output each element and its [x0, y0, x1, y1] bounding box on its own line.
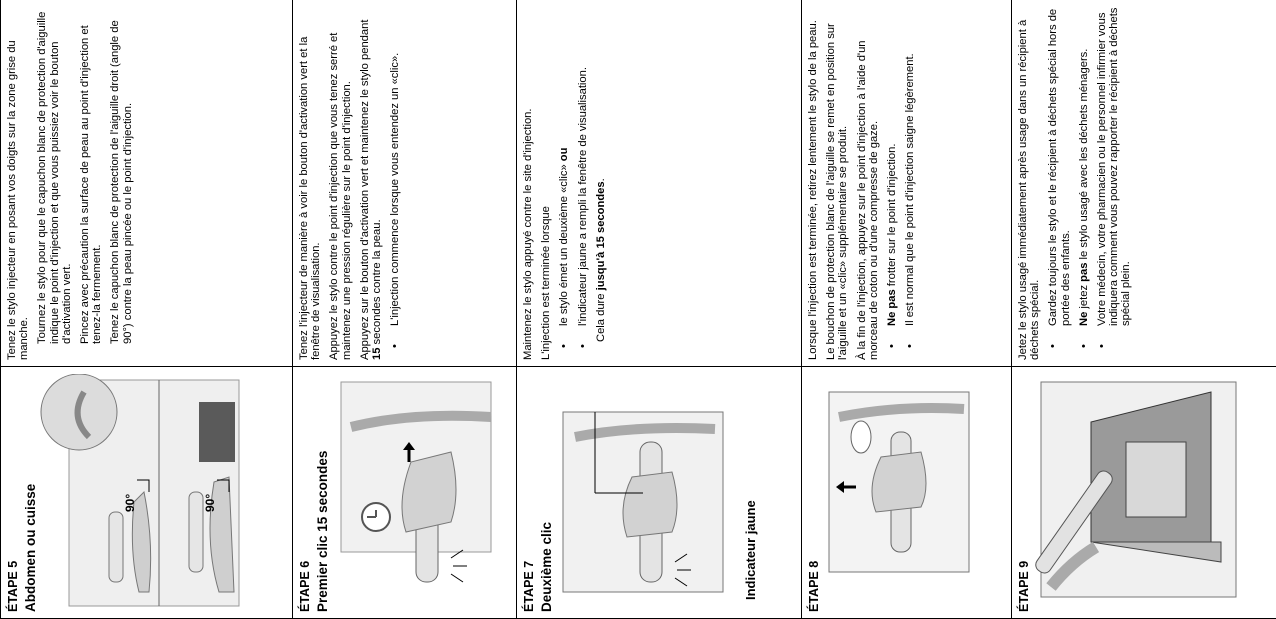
step-7-text-cell [517, 0, 802, 367]
step-5-para-3: Pincez avec précaution la surface de peau au point d'injection et tenez-la fermement. [79, 25, 104, 344]
step-8-text-cell [802, 0, 1012, 367]
step-8-bullet-2: Il est normal que le point d'injection saigne légèrement. [904, 53, 917, 326]
bullet-icon: • [558, 344, 571, 348]
step-5-figure-cell [1, 367, 293, 619]
step-6-para-3 [359, 6, 383, 360]
list-item [577, 6, 589, 360]
step-9-illustration [1031, 373, 1251, 612]
step-7-figure-cell [517, 367, 802, 619]
step-5-para-2: Tournez le stylo pour que le capuchon blanc de protection d'aiguille indique le point d'injection et que vous puissiez voir le bouton d'activation vert. [36, 11, 73, 344]
step-7-label: ÉTAPE 7 [522, 560, 536, 612]
step-5-para-4: Tenez le capuchon blanc de protection de l'aiguille droit (angle de 90°) contre la peau pincée ou le point d'injection. [109, 20, 134, 344]
step-8-figure-cell [802, 367, 1012, 619]
step-7-para-3-bold: jusqu'à 15 secondes [594, 181, 607, 291]
step-9-bullet-2-mid: jetez [1077, 281, 1090, 312]
step-9-bullet-2: le stylo usagé avec les déchets ménagers. [1077, 48, 1090, 263]
step-8-illustration [821, 373, 991, 612]
step-6-title: Premier clic 15 secondes [315, 450, 330, 612]
step-6-para-3-a: Appuyez sur le bouton d'activation vert et maintenez le stylo pendant [358, 19, 371, 360]
step-9-bullet-2-bold2: pas [1077, 262, 1090, 282]
list-item [886, 6, 898, 360]
step-8-bullet-1-bold: Ne pas [886, 289, 899, 326]
step-8-para-3: À la fin de l'injection, appuyez sur le point d'injection à l'aide d'un morceau de coton ou d'une compresse de gaze. [855, 40, 880, 360]
step-6-figure-cell [293, 367, 517, 619]
step-7-bullet-1: le stylo émet un deuxième «clic» [558, 161, 571, 326]
indicator-caption: Indicateur jaune [743, 500, 758, 600]
list-item [558, 6, 570, 360]
step-row-9 [1012, 0, 1276, 619]
step-8-label: ÉTAPE 8 [807, 560, 821, 612]
step-6-text-cell [293, 0, 517, 367]
step-6-para-2: Appuyez le stylo contre le point d'injection que vous tenez serré et maintenez une pression régulière sur le point d'injection. [328, 32, 353, 360]
step-5-illustration [39, 373, 244, 612]
step-7-title: Deuxième clic [539, 521, 554, 612]
step-row-6 [293, 0, 517, 619]
step-7-bullets [558, 6, 588, 360]
list-item [1096, 6, 1133, 360]
step-6-bullet-1: L'injection commence lorsque vous entendez un «clic». [389, 52, 402, 326]
step-7-bullet-2: l'indicateur jaune a rempli la fenêtre de visualisation. [576, 67, 589, 326]
step-7-para-1: Maintenez le stylo appuyé contre le site d'injection. [522, 108, 534, 360]
step-9-figure-cell [1012, 367, 1276, 619]
bullet-icon: • [1096, 344, 1109, 348]
step-7-para-3-a: Cela dure [594, 290, 607, 342]
step-row-7 [517, 0, 802, 619]
step-6-para-1: Tenez l'injecteur de manière à voir le bouton d'activation vert et la fenêtre de visualisation. [298, 36, 323, 360]
bullet-icon: • [389, 344, 402, 348]
step-6-label: ÉTAPE 6 [298, 560, 312, 612]
list-item [1047, 6, 1071, 360]
list-item [389, 6, 401, 360]
step-row-8 [802, 0, 1012, 619]
step-5-text-cell [1, 0, 293, 367]
bullet-icon: • [1047, 344, 1060, 348]
step-7-para-3 [595, 6, 607, 342]
bullet-icon: • [886, 344, 899, 348]
angle-label-2: 90° [203, 493, 217, 512]
step-9-bullet-2-bold: Ne [1077, 311, 1090, 326]
step-7-para-2: L'injection est terminée lorsque [540, 206, 553, 360]
step-9-label: ÉTAPE 9 [1017, 560, 1031, 612]
step-9-para-1: Jetez le stylo usagé immédiatement après usage dans un récipient à déchets spécial. [1017, 19, 1042, 360]
step-9-bullet-3: Votre médecin, votre pharmacien ou le personnel infirmier vous indiquera comment vous pouvez rapporter le récipient à déchets spécial plein. [1096, 7, 1133, 326]
step-5-title: Abdomen ou cuisse [23, 483, 38, 612]
step-6-para-3-bold: 15 [371, 347, 384, 360]
bullet-icon: • [576, 344, 589, 348]
bullet-icon: • [904, 344, 917, 348]
step-9-bullets [1047, 6, 1132, 360]
step-8-para-1: Lorsque l'injection est terminée, retirez lentement le stylo de la peau. [807, 20, 819, 360]
step-8-bullet-1: frotter sur le point d'injection. [886, 143, 899, 290]
step-7-para-3-b: . [594, 178, 607, 182]
step-6-para-3-b: secondes contre la peau. [371, 219, 384, 348]
list-item [904, 6, 916, 360]
step-9-bullet-1: Gardez toujours le stylo et le récipient à déchets spécial hors de portée des enfants. [1047, 8, 1072, 326]
angle-label-1: 90° [123, 493, 137, 512]
step-5-para-1: Tenez le stylo injecteur en posant vos doigts sur la zone grise du manche. [6, 40, 31, 360]
step-5-label: ÉTAPE 5 [6, 560, 20, 612]
step-7-bullet-1-bold: ou [558, 147, 571, 162]
step-8-para-2: Le bouchon de protection blanc de l'aiguille se remet en position sur l'aiguille et un «clic» supplémentaire se produit. [825, 23, 850, 360]
step-8-bullets [886, 6, 916, 360]
step-6-bullets [389, 6, 401, 360]
step-row-5 [1, 0, 293, 619]
step-9-text-cell [1012, 0, 1276, 367]
step-7-illustration [555, 373, 785, 612]
bullet-icon: • [1077, 344, 1090, 348]
list-item [1078, 6, 1090, 360]
step-6-illustration [331, 373, 501, 612]
